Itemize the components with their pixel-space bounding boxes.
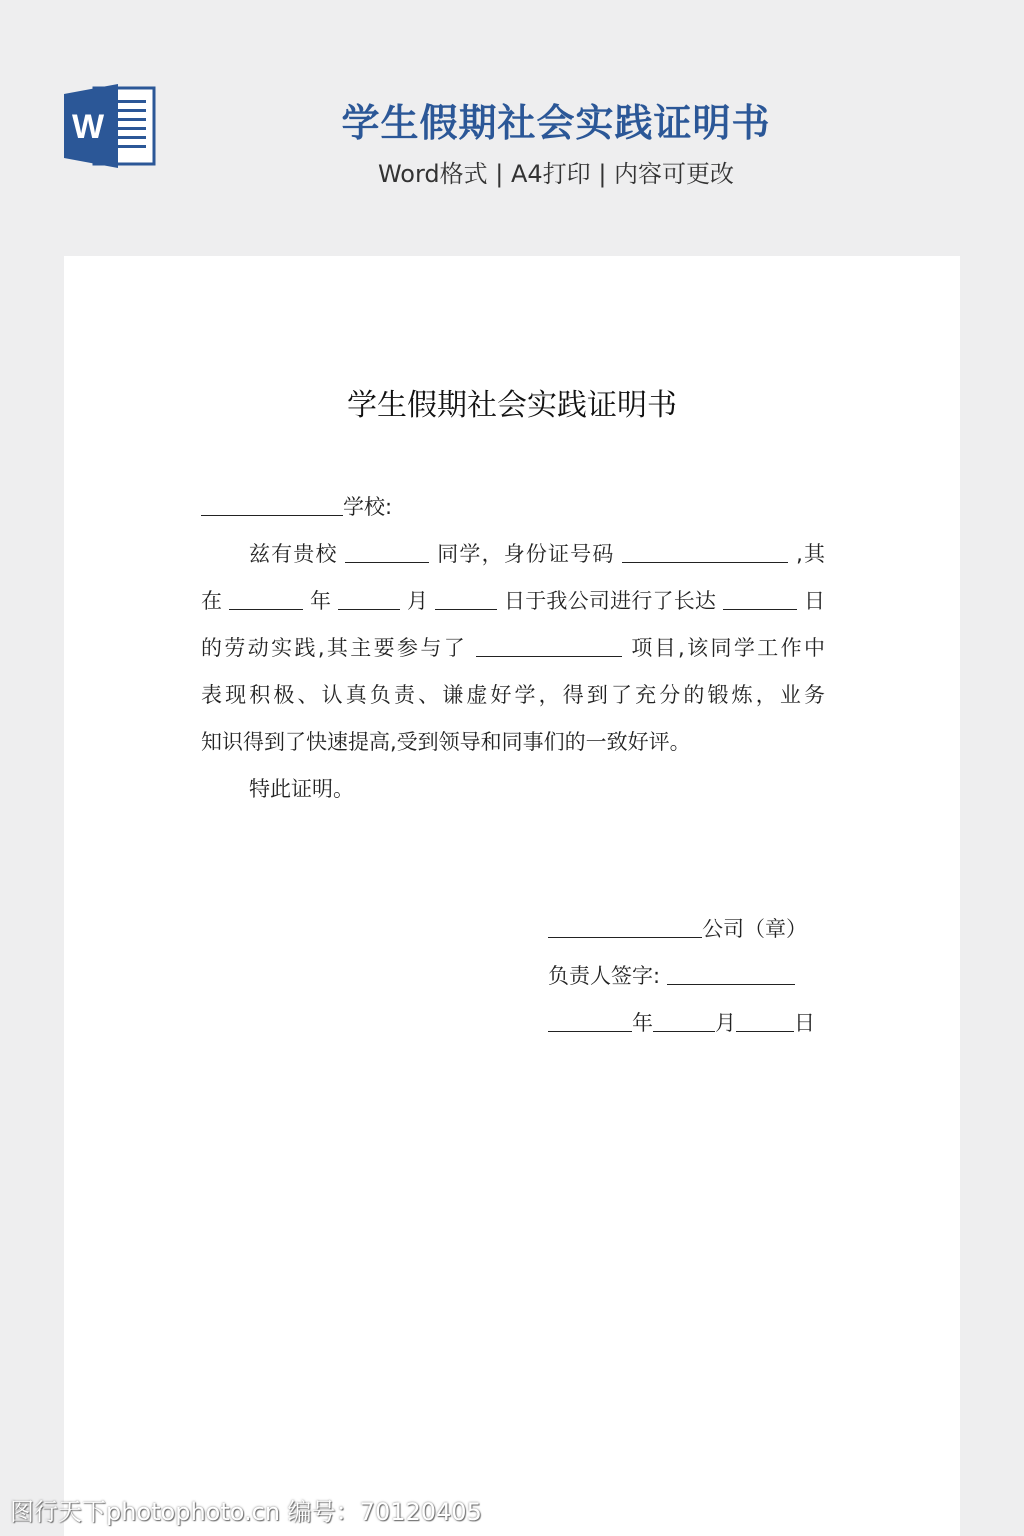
- paragraph-line-5: 知识得到了快速提高,受到领导和同事们的一致好评。: [201, 730, 691, 754]
- date-line: [548, 1000, 825, 1047]
- paragraph-line-4: 表现积极、认真负责、谦虚好学，得到了充分的锻炼，业务: [201, 683, 825, 707]
- document-body: [201, 484, 825, 813]
- signer-line: [548, 953, 825, 1000]
- salutation-line: [201, 484, 825, 531]
- paragraph-line-1: [201, 531, 825, 578]
- text-segment: 日: [794, 1011, 815, 1035]
- text-segment: 月: [407, 589, 429, 613]
- text-segment: ,其: [796, 542, 825, 566]
- day-blank: [435, 587, 497, 610]
- sign-day-blank: [736, 1009, 794, 1032]
- text-segment: 年: [310, 589, 332, 613]
- text-segment: 项目,该同学工作中: [631, 636, 825, 660]
- text-segment: 日: [803, 589, 825, 613]
- signature-block: [548, 906, 825, 1047]
- header-subtitle: Word格式 | A4打印 | 内容可更改: [377, 160, 735, 188]
- word-icon: [64, 82, 156, 170]
- project-blank: [476, 634, 622, 657]
- paragraph-line-2: [201, 578, 825, 625]
- school-blank: [201, 493, 343, 516]
- student-name-blank: [345, 540, 429, 563]
- watermark: 图行天下photophoto.cn 编号：70120405: [10, 1498, 482, 1526]
- header: [0, 0, 1024, 230]
- company-label: 公司（章）: [702, 917, 807, 941]
- text-segment: 年: [632, 1011, 653, 1035]
- id-number-blank: [622, 540, 788, 563]
- sign-month-blank: [653, 1009, 715, 1032]
- year-blank: [229, 587, 303, 610]
- signer-label: 负责人签字:: [548, 964, 661, 988]
- document-page: [64, 256, 960, 1536]
- duration-blank: [723, 587, 797, 610]
- text-segment: 在: [201, 589, 223, 613]
- word-icon-letter: W: [71, 108, 105, 146]
- company-blank: [548, 915, 702, 938]
- text-segment: 的劳动实践,其主要参与了: [201, 636, 468, 660]
- paragraph-line-3: [201, 625, 825, 672]
- month-blank: [338, 587, 400, 610]
- text-segment: 月: [715, 1011, 736, 1035]
- salutation: 学校:: [343, 495, 393, 519]
- document-title: 学生假期社会实践证明书: [347, 388, 677, 423]
- text-segment: 日于我公司进行了长达: [504, 589, 717, 613]
- company-line: [548, 906, 825, 953]
- closing-text: 特此证明。: [249, 777, 354, 801]
- text-segment: 兹有贵校: [249, 542, 338, 566]
- header-title: 学生假期社会实践证明书: [341, 101, 771, 145]
- text-segment: 同学，身份证号码: [437, 542, 615, 566]
- signature-blank: [667, 962, 795, 985]
- sign-year-blank: [548, 1009, 632, 1032]
